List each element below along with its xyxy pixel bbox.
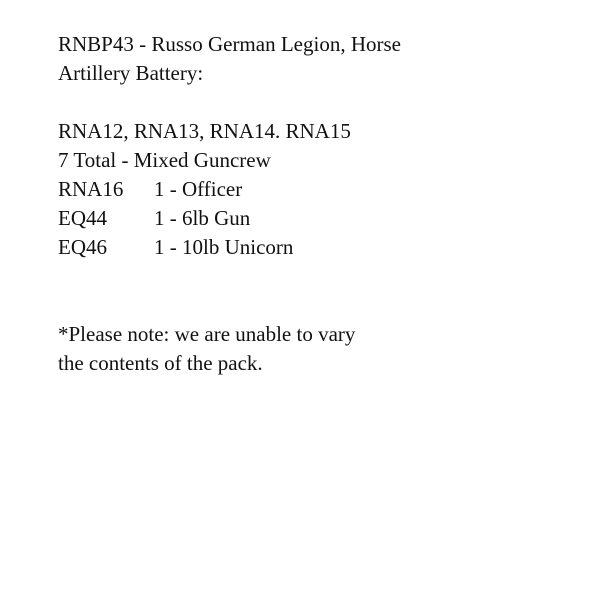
note-line-1: *Please note: we are unable to vary (58, 322, 356, 346)
item-code: RNA16 (58, 177, 124, 201)
item-description: 1 - 10lb Unicorn (154, 235, 294, 259)
note-line-2: the contents of the pack. (58, 351, 263, 375)
item-description: 1 - Officer (154, 177, 243, 201)
item-code: EQ46 (58, 235, 107, 259)
list-item (58, 204, 578, 233)
figure-codes-line: RNA12, RNA13, RNA14. RNA15 (58, 119, 351, 143)
spacer (58, 262, 578, 320)
item-description: 1 - 6lb Gun (154, 206, 251, 230)
list-item (58, 233, 578, 262)
pack-title-line-1: RNBP43 - Russo German Legion, Horse (58, 32, 401, 56)
pack-title-line-2: Artillery Battery: (58, 61, 204, 85)
total-guncrew-line: 7 Total - Mixed Guncrew (58, 148, 271, 172)
list-item (58, 175, 578, 204)
product-description (58, 30, 578, 378)
spacer (58, 88, 578, 117)
item-code: EQ44 (58, 206, 107, 230)
